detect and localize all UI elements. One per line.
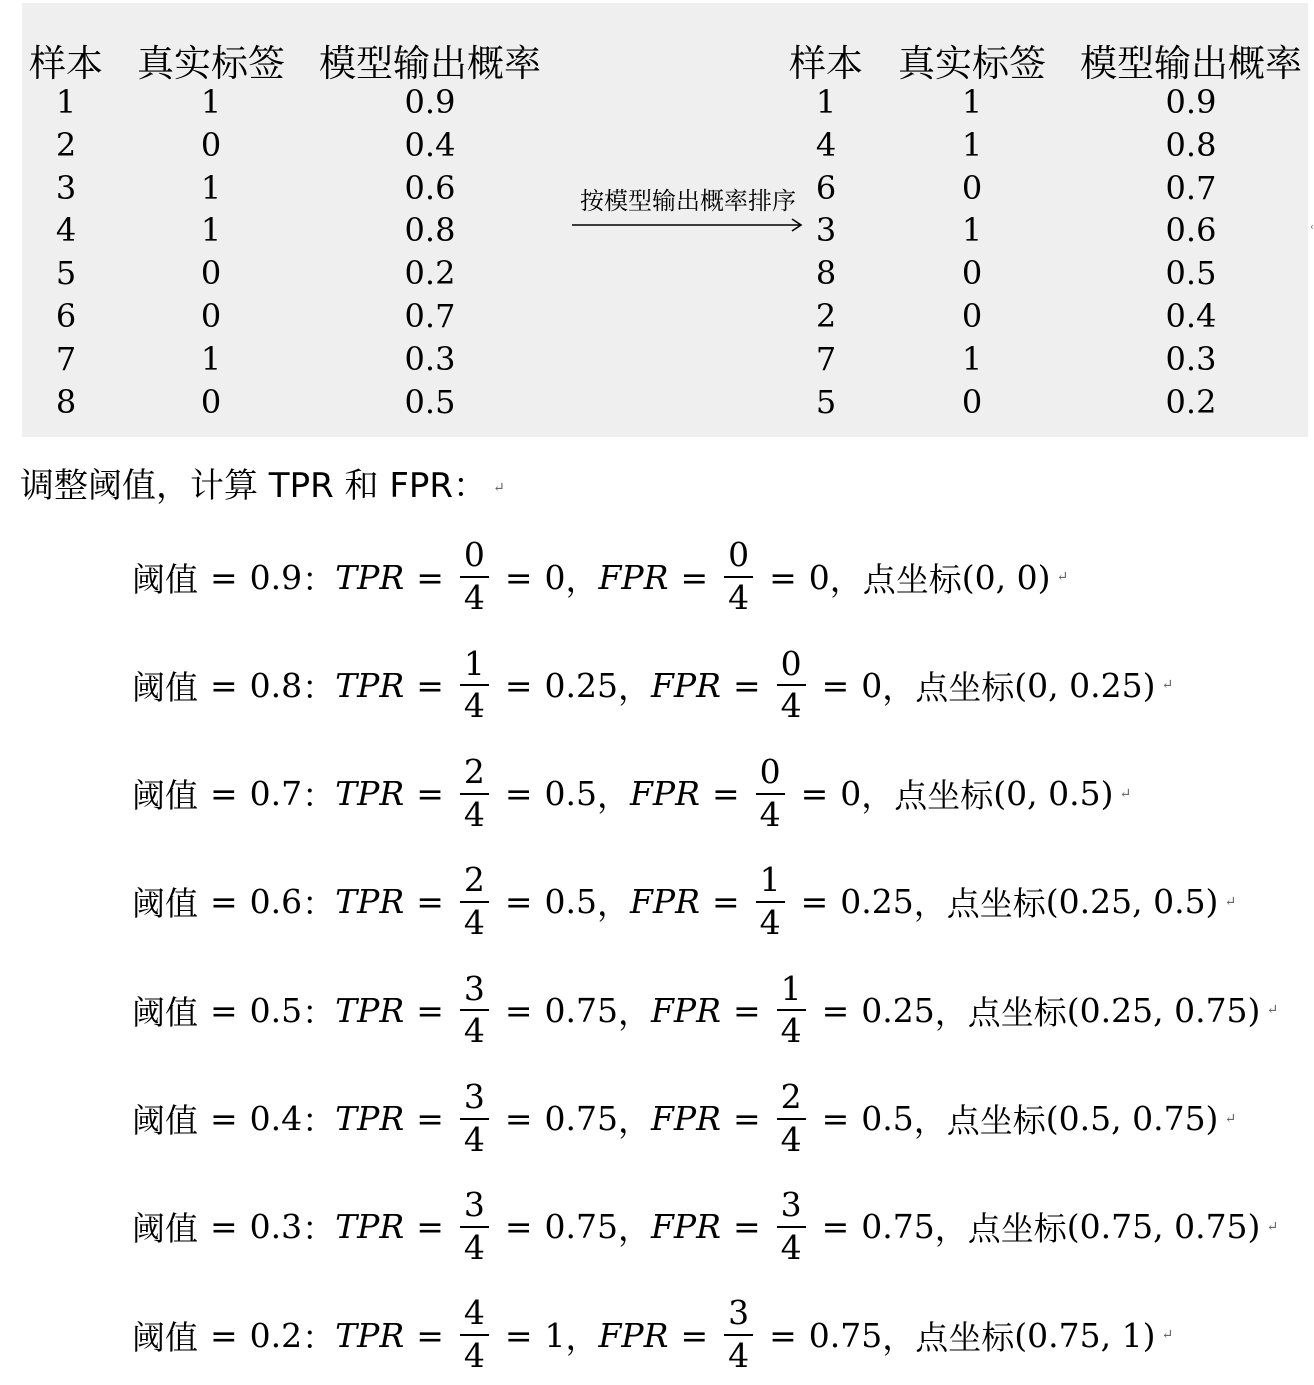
- equals-sign: =: [210, 1207, 238, 1247]
- point-label: 点坐标: [946, 1101, 1046, 1140]
- threshold-value: 0.5: [249, 990, 303, 1030]
- threshold-value: 0.2: [249, 1315, 303, 1355]
- denominator: 4: [728, 1336, 750, 1376]
- right-sample-cell: 2: [815, 297, 837, 335]
- numerator: 3: [724, 1296, 753, 1336]
- threshold-label: 阈值: [132, 1317, 198, 1357]
- left-true-label-cell: 0: [200, 125, 222, 164]
- left-sample-cell: 2: [55, 125, 77, 164]
- point-label: 点坐标: [915, 1317, 1015, 1357]
- paragraph-mark-icon: ↵: [493, 480, 505, 496]
- point-coordinate: (0, 0): [961, 557, 1051, 597]
- numerator: 3: [460, 1188, 489, 1228]
- left-probability-cell: 0.6: [404, 168, 456, 207]
- equals-sign: =: [800, 882, 829, 922]
- tpr-value: 0.25: [544, 665, 618, 705]
- left-sample-cell: 6: [55, 297, 77, 335]
- paragraph-mark-icon: ↵: [1161, 1327, 1174, 1344]
- equals-sign: =: [732, 1099, 761, 1138]
- denominator: 4: [780, 1011, 802, 1051]
- denominator: 4: [780, 686, 802, 726]
- numerator: 3: [460, 972, 489, 1012]
- numerator: 1: [460, 647, 489, 687]
- threshold-value: 0.7: [249, 774, 303, 814]
- right-probability-cell: 0.6: [1165, 211, 1217, 250]
- denominator: 4: [463, 578, 485, 617]
- equals-sign: =: [416, 1207, 444, 1247]
- left-probability-cell: 0.8: [404, 211, 456, 250]
- left-true-label-cell: 1: [200, 83, 222, 121]
- right-true-label-cell: 0: [961, 254, 983, 293]
- comma: ，: [934, 1209, 968, 1249]
- threshold-label: 阈值: [132, 559, 198, 599]
- equals-sign: =: [711, 774, 740, 814]
- numerator: 0: [724, 538, 753, 578]
- left-sample-cell: 4: [55, 211, 77, 250]
- fpr-label: FPR: [651, 990, 721, 1030]
- tpr-label: TPR: [335, 1099, 405, 1138]
- denominator: 4: [780, 1119, 802, 1159]
- equals-sign: =: [504, 1099, 533, 1138]
- denominator: 4: [463, 1336, 485, 1376]
- comma: ，: [882, 1317, 916, 1357]
- paragraph-mark-icon: ↵: [1161, 677, 1174, 694]
- equals-sign: =: [504, 1315, 533, 1355]
- left-probability-cell: 0.5: [404, 382, 456, 421]
- paragraph-mark-icon: ↵: [1266, 1218, 1279, 1235]
- left-true-label-cell: 1: [200, 168, 222, 207]
- fpr-fraction: [777, 1185, 806, 1267]
- equals-sign: =: [416, 882, 444, 922]
- point-coordinate: (0, 0.5): [993, 774, 1114, 814]
- equation-row: [132, 1177, 1278, 1277]
- right-probability-cell: 0.8: [1165, 125, 1217, 164]
- left-sample-cell: 5: [55, 254, 77, 293]
- tpr-fraction: [460, 968, 489, 1051]
- left-true-label-cell: 1: [200, 339, 222, 378]
- right-probability-header: 模型输出概率: [1080, 42, 1302, 85]
- point-label: 点坐标: [967, 992, 1067, 1032]
- tpr-label: TPR: [335, 665, 405, 705]
- right-probability-cell: 0.2: [1165, 382, 1217, 421]
- threshold-label: 阈值: [132, 776, 198, 816]
- tpr-fraction: [460, 1293, 489, 1376]
- equals-sign: =: [504, 882, 533, 922]
- right-probability-cell: 0.5: [1165, 254, 1217, 293]
- right-sample-cell: 6: [815, 168, 837, 207]
- paragraph-mark-icon: ↵: [1224, 1110, 1237, 1127]
- point-label: 点坐标: [915, 667, 1015, 707]
- right-sample-cell: 1: [815, 83, 837, 121]
- equals-sign: =: [732, 990, 761, 1030]
- fpr-value: 0.5: [861, 1099, 914, 1138]
- left-true-label-header: 真实标签: [137, 42, 285, 85]
- tpr-value: 0.75: [544, 1207, 618, 1247]
- comma: ，: [565, 1317, 599, 1357]
- comma: ，: [597, 884, 630, 924]
- paragraph-mark-icon: ↵: [1224, 893, 1237, 910]
- left-true-label-cell: 0: [200, 382, 222, 421]
- left-probability-cell: 0.9: [404, 83, 456, 121]
- equals-sign: =: [210, 1315, 238, 1355]
- tpr-label: TPR: [335, 557, 405, 597]
- fpr-value: 0.75: [861, 1207, 935, 1247]
- tpr-label: TPR: [335, 1207, 405, 1247]
- left-probability-cell: 0.4: [404, 125, 456, 164]
- fpr-label: FPR: [651, 665, 721, 705]
- paragraph-mark-icon: ↵: [1266, 1002, 1279, 1019]
- equals-sign: =: [210, 774, 238, 814]
- numerator: 0: [777, 647, 806, 687]
- comma: ，: [882, 667, 916, 707]
- threshold-label: 阈值: [132, 667, 198, 707]
- right-true-label-header: 真实标签: [898, 42, 1046, 85]
- equals-sign: =: [416, 557, 444, 597]
- numerator: 2: [777, 1080, 806, 1120]
- equals-sign: =: [680, 557, 709, 597]
- equals-sign: =: [711, 882, 740, 922]
- threshold-value: 0.8: [249, 665, 303, 705]
- tpr-label: TPR: [335, 882, 405, 922]
- left-probability-cell: 0.2: [404, 254, 456, 293]
- fpr-value: 0: [840, 774, 862, 814]
- numerator: 1: [756, 863, 785, 903]
- equation-row: [132, 960, 1278, 1060]
- equals-sign: =: [821, 990, 850, 1030]
- numerator: 3: [777, 1188, 806, 1228]
- equals-sign: =: [416, 1315, 444, 1355]
- tpr-fraction: [460, 860, 489, 942]
- equals-sign: =: [769, 1315, 797, 1355]
- paragraph-mark-icon: ↵: [1119, 785, 1132, 802]
- tpr-fraction: [460, 1185, 489, 1267]
- equals-sign: =: [210, 557, 238, 597]
- comma: ，: [913, 1101, 947, 1140]
- tpr-value: 0.5: [544, 882, 597, 922]
- threshold-label: 阈值: [132, 992, 198, 1032]
- denominator: 4: [463, 902, 485, 942]
- comma: ，: [861, 776, 895, 816]
- right-sample-cell: 7: [815, 339, 837, 378]
- equals-sign: =: [680, 1315, 709, 1355]
- threshold-value: 0.9: [249, 557, 303, 597]
- colon: ：: [302, 1101, 336, 1140]
- point-coordinate: (0.75, 1): [1014, 1315, 1156, 1355]
- threshold-value: 0.4: [249, 1099, 303, 1138]
- sort-arrow-label: 按模型输出概率排序: [580, 187, 796, 215]
- comma: ，: [829, 559, 863, 599]
- colon: ：: [302, 992, 336, 1032]
- equals-sign: =: [416, 774, 444, 814]
- sorting-figure: [22, 3, 1308, 437]
- denominator: 4: [463, 1227, 485, 1267]
- denominator: 4: [463, 1011, 485, 1051]
- denominator: 4: [463, 686, 485, 726]
- left-sample-header: 样本: [29, 42, 103, 85]
- colon: ：: [302, 776, 336, 816]
- equals-sign: =: [504, 557, 533, 597]
- left-probability-cell: 0.3: [404, 339, 456, 378]
- tpr-fraction: [460, 643, 489, 726]
- equals-sign: =: [821, 1099, 850, 1138]
- numerator: 2: [460, 755, 489, 795]
- denominator: 4: [463, 1119, 485, 1159]
- colon: ：: [302, 1209, 336, 1249]
- intro-text: 调整阈值，计算 TPR 和 FPR：: [20, 466, 488, 506]
- comma: ，: [565, 559, 599, 599]
- numerator: 1: [777, 972, 806, 1012]
- equals-sign: =: [821, 1207, 850, 1247]
- right-sample-cell: 3: [815, 211, 837, 250]
- left-true-label-cell: 0: [200, 297, 222, 335]
- threshold-label: 阈值: [132, 884, 198, 924]
- threshold-label: 阈值: [132, 1209, 198, 1249]
- equals-sign: =: [210, 990, 238, 1030]
- right-probability-cell: 0.7: [1165, 168, 1217, 207]
- point-coordinate: (0.25, 0.5): [1045, 882, 1219, 922]
- right-true-label-cell: 1: [961, 339, 983, 378]
- fpr-label: FPR: [630, 774, 700, 814]
- denominator: 4: [759, 902, 781, 942]
- right-true-label-cell: 1: [961, 125, 983, 164]
- tpr-fraction: [460, 1076, 489, 1159]
- equals-sign: =: [800, 774, 829, 814]
- threshold-label: 阈值: [132, 1101, 198, 1140]
- equals-sign: =: [210, 665, 238, 705]
- equals-sign: =: [210, 882, 238, 922]
- fpr-label: FPR: [651, 1207, 721, 1247]
- comma: ，: [618, 1209, 651, 1249]
- colon: ：: [302, 559, 336, 599]
- equals-sign: =: [210, 1099, 238, 1138]
- right-true-label-cell: 0: [961, 168, 983, 207]
- tpr-label: TPR: [335, 1315, 405, 1355]
- comma: ，: [618, 667, 651, 707]
- right-sample-cell: 8: [815, 254, 837, 293]
- equation-row: [132, 527, 1068, 627]
- fpr-fraction: [777, 1076, 806, 1159]
- denominator: 4: [780, 1227, 802, 1267]
- fpr-fraction: [777, 968, 806, 1051]
- paragraph-mark-icon: ↵: [1056, 569, 1069, 585]
- equation-row: [132, 744, 1131, 844]
- right-sample-cell: 4: [815, 125, 837, 164]
- tpr-value: 1: [544, 1315, 566, 1355]
- left-true-label-cell: 1: [200, 211, 222, 250]
- left-true-label-cell: 0: [200, 254, 222, 293]
- point-label: 点坐标: [894, 776, 994, 816]
- right-true-label-cell: 0: [961, 297, 983, 335]
- comma: ，: [618, 992, 651, 1032]
- equals-sign: =: [504, 990, 533, 1030]
- left-sample-cell: 3: [55, 168, 77, 207]
- denominator: 4: [463, 794, 485, 834]
- equation-row: [132, 1285, 1173, 1385]
- fpr-value: 0.25: [861, 990, 935, 1030]
- tpr-value: 0.5: [544, 774, 597, 814]
- left-probability-cell: 0.7: [404, 297, 456, 335]
- left-sample-cell: 7: [55, 339, 77, 378]
- fpr-value: 0: [861, 665, 883, 705]
- numerator: 0: [460, 538, 489, 578]
- fpr-fraction: [756, 860, 785, 942]
- right-sample-header: 样本: [789, 42, 863, 85]
- left-probability-header: 模型输出概率: [319, 42, 541, 85]
- equals-sign: =: [504, 1207, 533, 1247]
- numerator: 4: [460, 1296, 489, 1336]
- point-label: 点坐标: [946, 884, 1046, 924]
- fpr-fraction: [777, 643, 806, 726]
- right-arrow-icon: [570, 215, 806, 235]
- tpr-value: 0.75: [544, 1099, 618, 1138]
- right-probability-cell: 0.4: [1165, 297, 1217, 335]
- equals-sign: =: [504, 665, 533, 705]
- threshold-value: 0.3: [249, 1207, 303, 1247]
- equals-sign: =: [504, 774, 533, 814]
- tpr-value: 0.75: [544, 990, 618, 1030]
- right-sample-cell: 5: [815, 382, 837, 421]
- numerator: 0: [756, 755, 785, 795]
- tpr-label: TPR: [335, 990, 405, 1030]
- fpr-fraction: [756, 751, 785, 834]
- equals-sign: =: [416, 1099, 444, 1138]
- point-coordinate: (0.5, 0.75): [1045, 1099, 1219, 1138]
- fpr-label: FPR: [630, 882, 700, 922]
- comma: ，: [934, 992, 968, 1032]
- left-sample-cell: 1: [55, 83, 77, 121]
- comma: ，: [618, 1101, 651, 1140]
- numerator: 2: [460, 863, 489, 903]
- point-label: 点坐标: [862, 559, 962, 599]
- right-true-label-cell: 1: [961, 83, 983, 121]
- tpr-fraction: [460, 751, 489, 834]
- left-sample-cell: 8: [55, 382, 77, 421]
- numerator: 3: [460, 1080, 489, 1120]
- colon: ：: [302, 667, 336, 707]
- denominator: 4: [759, 794, 781, 834]
- point-label: 点坐标: [967, 1209, 1067, 1249]
- right-probability-cell: 0.9: [1165, 83, 1217, 121]
- fpr-value: 0.25: [840, 882, 914, 922]
- fpr-value: 0: [808, 557, 830, 597]
- intro-line: [20, 458, 505, 507]
- fpr-label: FPR: [651, 1099, 721, 1138]
- equals-sign: =: [732, 1207, 761, 1247]
- right-probability-cell: 0.3: [1165, 339, 1217, 378]
- tpr-value: 0: [544, 557, 566, 597]
- tpr-label: TPR: [335, 774, 405, 814]
- equation-row: [132, 635, 1173, 735]
- fpr-fraction: [724, 1293, 753, 1376]
- point-coordinate: (0, 0.25): [1014, 665, 1156, 705]
- fpr-value: 0.75: [808, 1315, 883, 1355]
- colon: ：: [302, 1317, 336, 1357]
- colon: ：: [302, 884, 336, 924]
- equals-sign: =: [821, 665, 850, 705]
- right-true-label-cell: 1: [961, 211, 983, 250]
- threshold-value: 0.6: [249, 882, 303, 922]
- comma: ，: [597, 776, 630, 816]
- fpr-fraction: [724, 535, 753, 617]
- point-coordinate: (0.25, 0.75): [1066, 990, 1261, 1030]
- right-true-label-cell: 0: [961, 382, 983, 421]
- equals-sign: =: [769, 557, 797, 597]
- equation-row: [132, 1069, 1236, 1169]
- edge-mark: ‹: [1310, 222, 1314, 233]
- equals-sign: =: [732, 665, 761, 705]
- tpr-fraction: [460, 535, 489, 617]
- fpr-label: FPR: [598, 557, 669, 597]
- equation-row: [132, 852, 1236, 952]
- fpr-label: FPR: [598, 1315, 669, 1355]
- denominator: 4: [728, 578, 750, 617]
- equals-sign: =: [416, 990, 444, 1030]
- comma: ，: [913, 884, 947, 924]
- equals-sign: =: [416, 665, 444, 705]
- point-coordinate: (0.75, 0.75): [1066, 1207, 1261, 1247]
